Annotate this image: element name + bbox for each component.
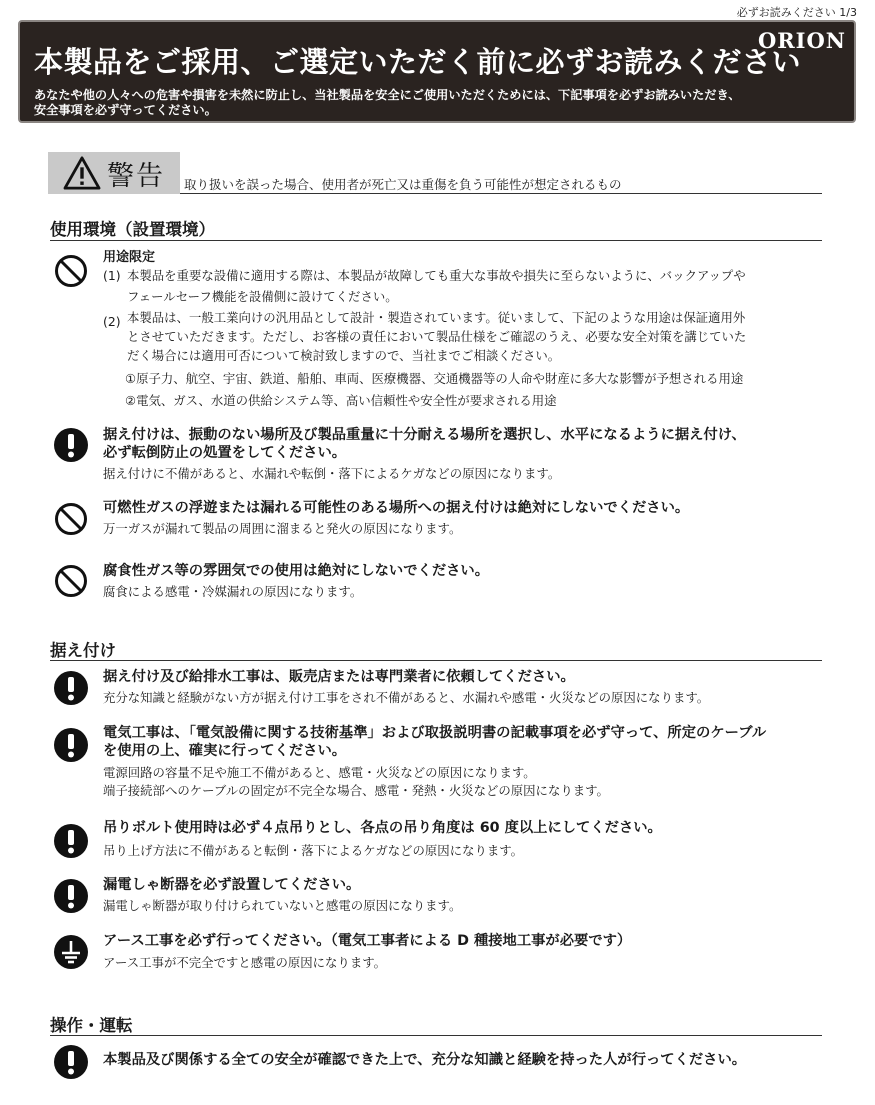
usage-p2-line-3: だく場合には適用可否について検討致しますので、当社までご相談ください。 [127, 348, 561, 363]
install-level-body: 据え付けに不備があると、水漏れや転倒・落下によるケガなどの原因になります。 [103, 466, 561, 481]
flammable-heading: 可燃性ガスの浮遊または漏れる可能性のある場所への据え付けは絶対にしないでください。 [103, 500, 690, 516]
banner-title: 本製品をご採用、ご選定いただく前に必ずお読みください [34, 45, 802, 79]
usage-p2-number: (2) [103, 314, 121, 329]
warning-description: 取り扱いを誤った場合、使用者が死亡又は重傷を負う可能性が想定されるもの [184, 177, 622, 192]
prohibition-icon [54, 564, 88, 598]
warning-label: 警告 [107, 160, 165, 192]
mandatory-exclamation-icon [54, 728, 88, 762]
corrosive-body: 腐食による感電・冷媒漏れの原因になります。 [103, 584, 363, 599]
usage-heading: 用途限定 [103, 250, 156, 265]
brand-logo: ORION [757, 28, 846, 53]
banner-subtitle-line-2: 安全事項を必ず守ってください。 [34, 103, 217, 117]
electric-heading-line-1: 電気工事は、「電気設備に関する技術基準」および取扱説明書の記載事項を必ず守って、所定のケーブル [103, 725, 767, 741]
usage-p2-line-1: 本製品は、一般工業向けの汎用品として設計・製造されています。従いまして、下記のような用途は保証適用外 [127, 310, 746, 325]
ground-icon [54, 935, 88, 969]
section-title-environment: 使用環境（設置環境） [50, 220, 215, 239]
warning-label-box [48, 152, 180, 194]
flammable-body: 万一ガスが漏れて製品の周囲に溜まると発火の原因になります。 [103, 521, 462, 536]
dealer-body: 充分な知識と経験がない方が据え付け工事をされ不備があると、水漏れや感電・火災などの原因になります。 [103, 690, 710, 705]
warning-divider [180, 193, 822, 194]
section-divider [50, 660, 822, 661]
section-title-install: 据え付け [50, 641, 116, 660]
breaker-body: 漏電しゃ断器が取り付けられていないと感電の原因になります。 [103, 898, 462, 913]
usage-p1-line-2: フェールセーフ機能を設備側に設けてください。 [127, 289, 398, 304]
usage-p1-number: (1) [103, 268, 121, 283]
usage-p2-line-2: とさせていただきます。ただし、お客様の責任において製品仕様をご確認のうえ、必要な安全対策を講じていた [127, 329, 747, 344]
usage-case-1: ①原子力、航空、宇宙、鉄道、船舶、車両、医療機器、交通機器等の人命や財産に多大な影響が予想される用途 [125, 371, 744, 386]
corrosive-heading: 腐食性ガス等の雰囲気での使用は絶対にしないでください。 [103, 563, 490, 579]
qualified-heading: 本製品及び関係する全ての安全が確認できた上で、充分な知識と経験を持った人が行ってください。 [103, 1052, 747, 1068]
mandatory-exclamation-icon [54, 671, 88, 705]
electric-heading-line-2: を使用の上、確実に行ってください。 [103, 743, 347, 759]
page-number: 必ずお読みください 1/3 [736, 6, 857, 19]
mandatory-exclamation-icon [54, 428, 88, 462]
ground-body: アース工事が不完全ですと感電の原因になります。 [103, 955, 387, 970]
bolt-heading: 吊りボルト使用時は必ず４点吊りとし、各点の吊り角度は 60 度以上にしてください。 [103, 820, 662, 836]
install-level-heading-line-2: 必ず転倒防止の処置をしてください。 [103, 445, 347, 461]
section-divider [50, 1035, 822, 1036]
mandatory-exclamation-icon [54, 1045, 88, 1079]
section-divider [50, 240, 822, 241]
usage-p1-line-1: 本製品を重要な設備に適用する際は、本製品が故障しても重大な事故や損失に至らないように、バックアップや [127, 268, 746, 283]
dealer-heading: 据え付け及び給排水工事は、販売店または専門業者に依頼してください。 [103, 669, 575, 685]
install-level-heading-line-1: 据え付けは、振動のない場所及び製品重量に十分耐える場所を選択し、水平になるように据え付け、 [103, 427, 746, 443]
mandatory-exclamation-icon [54, 879, 88, 913]
bolt-body: 吊り上げ方法に不備があると転倒・落下によるケガなどの原因になります。 [103, 843, 524, 858]
banner-subtitle-line-1: あなたや他の人々への危害や損害を未然に防止し、当社製品を安全にご使用いただくためには、下記事項を必ずお読みいただき、 [34, 88, 741, 102]
header-banner [18, 20, 856, 123]
electric-body-line-1: 電源回路の容量不足や施工不備があると、感電・火災などの原因になります。 [103, 765, 536, 780]
electric-body-line-2: 端子接続部へのケーブルの固定が不完全な場合、感電・発熱・火災などの原因になります。 [103, 783, 609, 798]
usage-case-2: ②電気、ガス、水道の供給システム等、高い信頼性や安全性が要求される用途 [125, 393, 557, 408]
warning-triangle-icon [63, 156, 101, 190]
breaker-heading: 漏電しゃ断器を必ず設置してください。 [103, 877, 361, 893]
section-title-operation: 操作・運転 [50, 1016, 133, 1035]
ground-heading: アース工事を必ず行ってください。（電気工事者による D 種接地工事が必要です） [103, 933, 632, 949]
mandatory-exclamation-icon [54, 824, 88, 858]
prohibition-icon [54, 502, 88, 536]
prohibition-icon [54, 254, 88, 288]
banner-subtitle [34, 88, 842, 118]
